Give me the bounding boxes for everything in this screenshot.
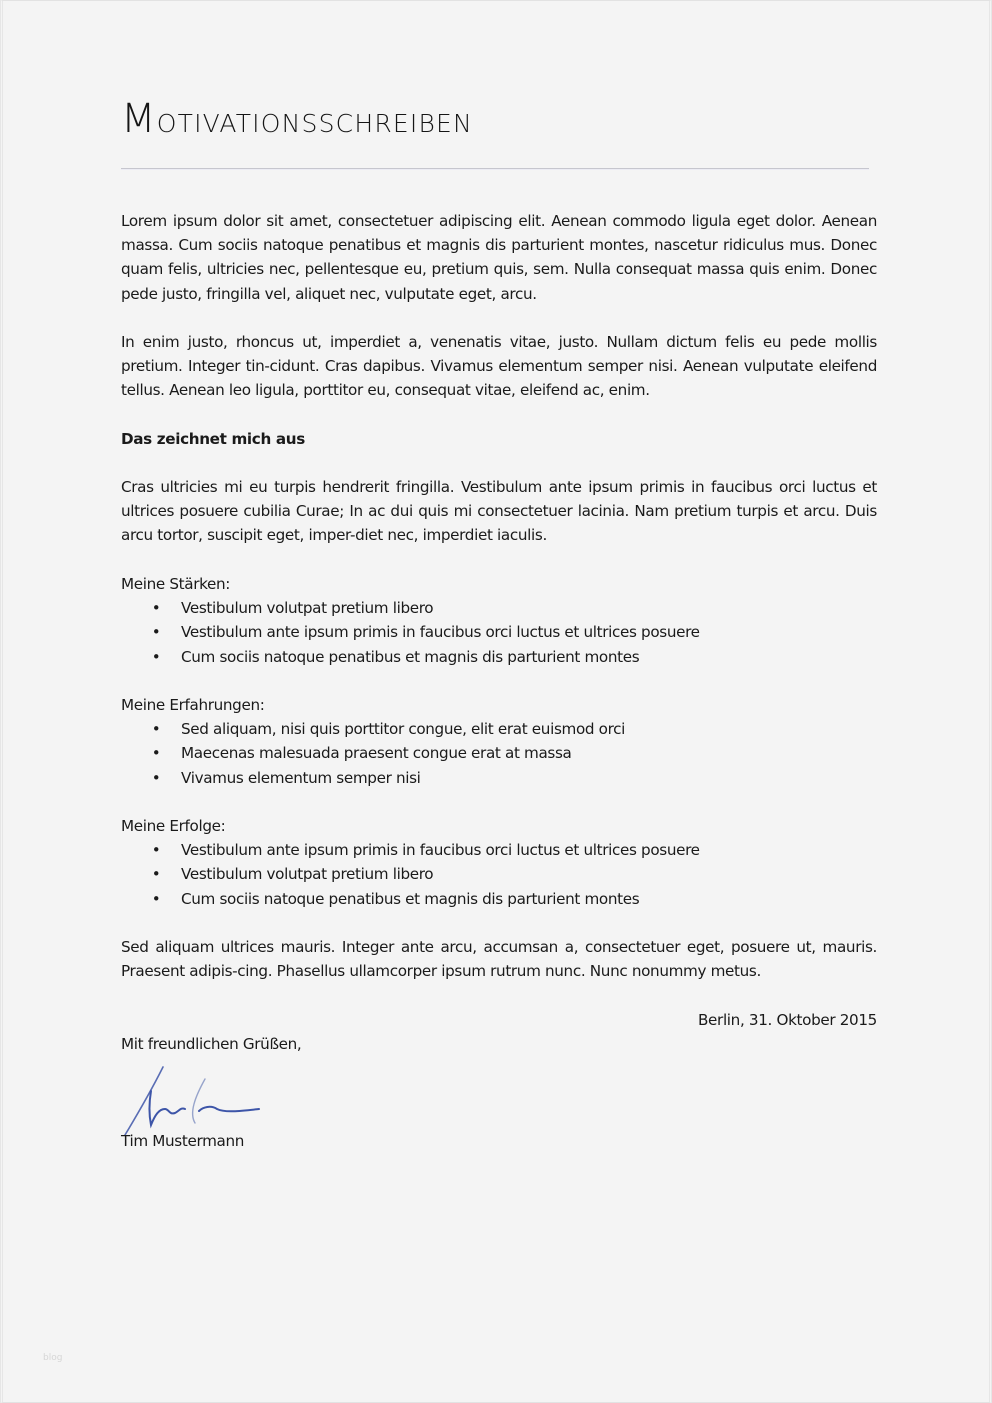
list-experience — [121, 693, 877, 790]
bullet-icon: • — [151, 768, 161, 787]
title-rest: otivationsschreiben — [156, 100, 473, 141]
list-item — [121, 741, 877, 765]
document-title — [121, 96, 473, 142]
bullet-icon: • — [151, 889, 161, 908]
list-item — [121, 596, 877, 620]
list-item — [121, 766, 877, 790]
paragraph-intro: Lorem ipsum dolor sit amet, consectetuer adipiscing elit. Aenean commodo ligula eget dolor. Aenean massa. Cum sociis natoque penatibus et magnis dis parturient montes, nascetur ridiculus mus. Donec quam felis, ultricies nec, pellentesque eu, pretium quis, sem. Nulla consequat massa quis enim. Donec pede justo, fringilla vel, aliquet nec, vulputate eget, arcu. — [121, 212, 877, 303]
paragraph-closing: Sed aliquam ultrices mauris. Integer ante arcu, accumsan a, consectetuer eget, posuere ut, mauris. Praesent adipis-cing. Phasellus ullamcorper ipsum rutrum nunc. Nunc nonummy metus. — [121, 938, 877, 981]
watermark: blog — [43, 1353, 63, 1363]
paragraph-second: In enim justo, rhoncus ut, imperdiet a, venenatis vitae, justo. Nullam dictum felis eu pede mollis pretium. Integer tin-cidunt. Cras dapibus. Vivamus elementum semper nisi. Aenean vulputate eleifend tellus. Aenean leo ligula, porttitor eu, consequat vitae, eleifend ac, enim. — [121, 333, 877, 400]
list-item-text: Cum sociis natoque penatibus et magnis dis parturient montes — [181, 647, 640, 666]
list-strengths — [121, 572, 877, 669]
sender-name: Tim Mustermann — [121, 1132, 245, 1150]
list-item-text: Vestibulum volutpat pretium libero — [181, 865, 434, 884]
bullet-icon: • — [151, 744, 161, 763]
list-label: Meine Erfolge: — [121, 817, 226, 835]
list-item-text: Vestibulum volutpat pretium libero — [181, 599, 434, 618]
list-item-text: Vivamus elementum semper nisi — [181, 768, 421, 787]
bullet-icon: • — [151, 599, 161, 618]
bullet-icon: • — [151, 865, 161, 884]
list-item — [121, 887, 877, 911]
list-item — [121, 862, 877, 886]
list-item — [121, 838, 877, 862]
title-initial: M — [121, 96, 157, 142]
list-item-text: Sed aliquam, nisi quis porttitor congue, elit erat euismod orci — [181, 720, 626, 739]
bullet-icon: • — [151, 841, 161, 860]
list-item-text: Vestibulum ante ipsum primis in faucibus orci luctus et ultrices posuere — [181, 623, 700, 642]
list-label: Meine Erfahrungen: — [121, 696, 265, 714]
bullet-icon: • — [151, 623, 161, 642]
list-label: Meine Stärken: — [121, 575, 231, 593]
closing-salutation: Mit freundlichen Grüßen, — [121, 1035, 302, 1053]
list-achievements — [121, 814, 877, 911]
bullet-icon: • — [151, 647, 161, 666]
bullet-icon: • — [151, 720, 161, 739]
list-item-text: Maecenas malesuada praesent congue erat at massa — [181, 744, 572, 763]
list-item — [121, 620, 877, 644]
paragraph-third: Cras ultricies mi eu turpis hendrerit fringilla. Vestibulum ante ipsum primis in faucibus orci luctus et ultrices posuere cubilia Curae; In ac dui quis mi consectetuer lacinia. Nam pretium turpis et arcu. Duis arcu tortor, suscipit eget, imper-diet nec, imperdiet iaculis. — [121, 478, 877, 545]
list-item — [121, 645, 877, 669]
list-item — [121, 717, 877, 741]
title-divider — [121, 168, 869, 170]
list-item-text: Cum sociis natoque penatibus et magnis dis parturient montes — [181, 889, 640, 908]
section-heading: Das zeichnet mich aus — [121, 430, 305, 448]
place-date: Berlin, 31. Oktober 2015 — [697, 1011, 877, 1029]
list-item-text: Vestibulum ante ipsum primis in faucibus orci luctus et ultrices posuere — [181, 841, 700, 860]
